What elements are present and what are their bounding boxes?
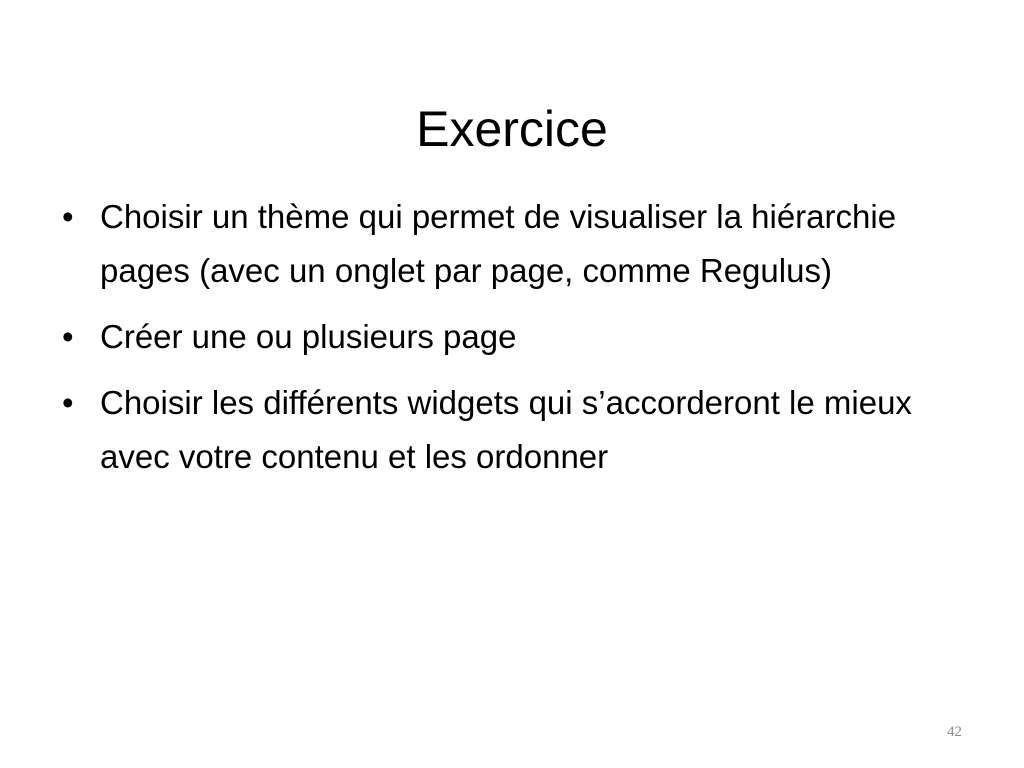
list-item-text: Créer une ou plusieurs page <box>100 318 517 355</box>
list-item <box>56 310 986 364</box>
list-item-text: Choisir les différents widgets qui s’accorderont le mieux avec votre contenu et les ordonner <box>100 384 912 475</box>
bullet-icon: • <box>62 384 74 421</box>
bullet-icon: • <box>62 198 74 235</box>
bullet-icon: • <box>62 318 74 355</box>
list-item-text: Choisir un thème qui permet de visualiser la hiérarchie pages (avec un onglet par page, comme Regulus) <box>100 198 897 289</box>
list-item <box>56 376 986 484</box>
page-number: 42 <box>947 724 962 740</box>
list-item <box>56 190 986 298</box>
slide-title: Exercice <box>416 100 608 157</box>
bullet-list <box>56 190 986 496</box>
